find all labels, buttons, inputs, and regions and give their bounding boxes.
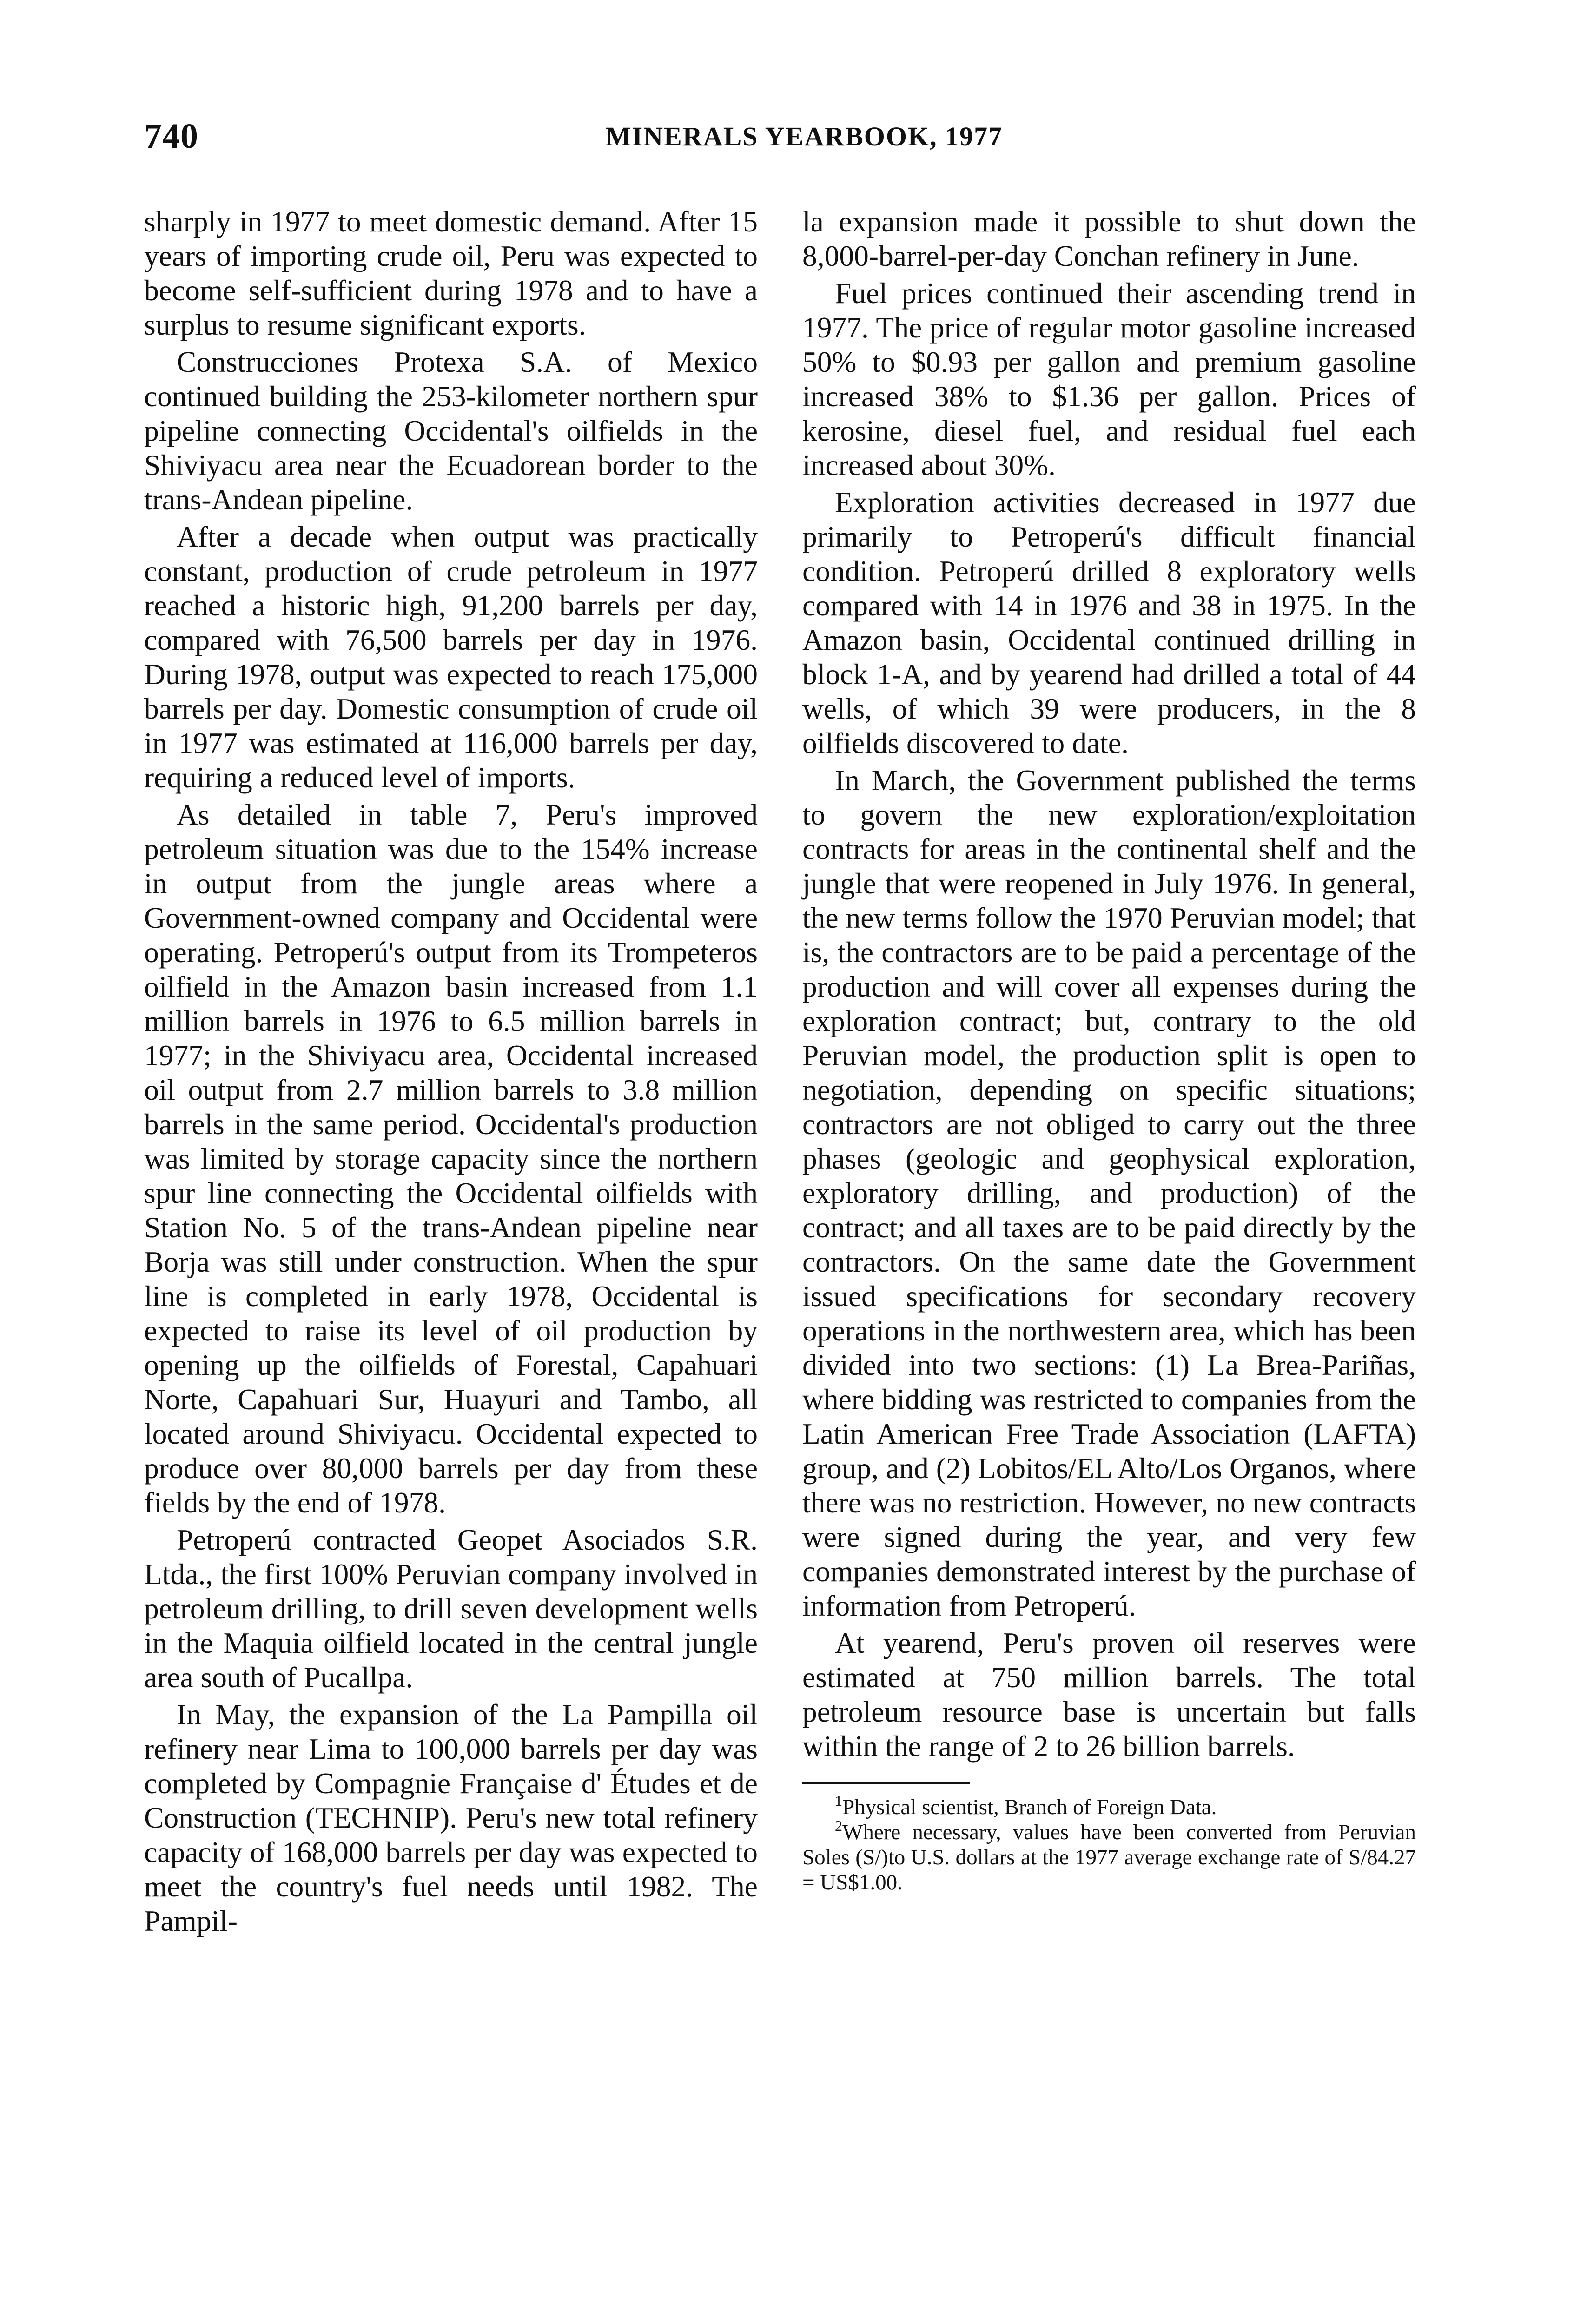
paragraph: After a decade when output was practically constant, production of crude petroleum in 1977 reached a historic high, 91,200 barrels per day, compared with 76,500 barrels per day in 1976. During 1978, output was expected to reach 175,000 barrels per day. Domestic consumption of crude oil in 1977 was estimated at 116,000 barrels per day, requiring a reduced level of imports. (144, 520, 758, 794)
paragraph: At yearend, Peru's proven oil reserves were estimated at 750 million barrels. The total petroleum resource base is uncertain but falls within the range of 2 to 26 billion barrels. (802, 1626, 1416, 1763)
footnote-text: Where necessary, values have been converted from Peruvian Soles (S/)to U.S. dollars at the 1977 average exchange rate of S/84.27 = US$1.00. (802, 1820, 1416, 1895)
footnote-divider (802, 1782, 970, 1784)
page-number: 740 (144, 117, 198, 156)
paragraph: In May, the expansion of the La Pampilla oil refinery near Lima to 100,000 barrels per day was completed by Compagnie Française d' Études et de Construction (TECHNIP). Peru's new total refinery capacity of 168,000 barrels per day was expected to meet the country's fuel needs until 1982. The Pampil- (144, 1698, 758, 1937)
footnote-1 (802, 1792, 1416, 1820)
left-column (144, 205, 758, 1938)
paragraph: Construcciones Protexa S.A. of Mexico continued building the 253-kilometer northern spur pipeline connecting Occidental's oilfields in the Shiviyacu area near the Ecuadorean border to the trans-Andean pipeline. (144, 345, 758, 516)
paragraph: Petroperú contracted Geopet Asociados S.R. Ltda., the first 100% Peruvian company involved in petroleum drilling, to drill seven development wells in the Maquia oilfield located in the central jungle area south of Pucallpa. (144, 1523, 758, 1694)
paragraph: In March, the Government published the terms to govern the new exploration/exploitation contracts for areas in the continental shelf and the jungle that were reopened in July 1976. In general, the new terms follow the 1970 Peruvian model; that is, the contractors are to be paid a percentage of the production and will cover all expenses during the exploration contract; but, contrary to the old Peruvian model, the production split is open to negotiation, depending on specific situations; contractors are not obliged to carry out the three phases (geologic and geophysical exploration, exploratory drilling, and production) of the contract; and all taxes are to be paid directly by the contractors. On the same date the Government issued specifications for secondary recovery operations in the northwestern area, which has been divided into two sections: (1) La Brea-Pariñas, where bidding was restricted to companies from the Latin American Free Trade Association (LAFTA) group, and (2) Lobitos/EL Alto/Los Organos, where there was no restriction. However, no new contracts were signed during the year, and very few companies demonstrated interest by the purchase of information from Petroperú. (802, 764, 1416, 1622)
paragraph: sharply in 1977 to meet domestic demand. After 15 years of importing crude oil, Peru was expected to become self-sufficient during 1978 and to have a surplus to resume significant exports. (144, 205, 758, 341)
paragraph: As detailed in table 7, Peru's improved petroleum situation was due to the 154% increase in output from the jungle areas where a Government-owned company and Occidental were operating. Petroperú's output from its Trompeteros oilfield in the Amazon basin increased from 1.1 million barrels in 1976 to 6.5 million barrels in 1977; in the Shiviyacu area, Occidental increased oil output from 2.7 million barrels to 3.8 million barrels in the same period. Occidental's production was limited by storage capacity since the northern spur line connecting the Occidental oilfields with Station No. 5 of the trans-Andean pipeline near Borja was still under construction. When the spur line is completed in early 1978, Occidental is expected to raise its level of oil production by opening up the oilfields of Forestal, Capahuari Norte, Capahuari Sur, Huayuri and Tambo, all located around Shiviyacu. Occidental expected to produce over 80,000 barrels per day from these fields by the end of 1978. (144, 798, 758, 1519)
paragraph: la expansion made it possible to shut down the 8,000-barrel-per-day Conchan refinery in June. (802, 205, 1416, 272)
footnote-mark: 2 (835, 1817, 842, 1834)
footnote-mark: 1 (835, 1792, 842, 1809)
page-header (144, 116, 1464, 167)
footnote-text: Physical scientist, Branch of Foreign Data. (842, 1795, 1217, 1819)
running-title: MINERALS YEARBOOK, 1977 (605, 121, 1003, 152)
footnotes (802, 1792, 1416, 1895)
paragraph: Fuel prices continued their ascending trend in 1977. The price of regular motor gasoline increased 50% to $0.93 per gallon and premium gasoline increased 38% to $1.36 per gallon. Prices of kerosine, diesel fuel, and residual fuel each increased about 30%. (802, 277, 1416, 482)
right-column (802, 205, 1416, 1895)
paragraph: Exploration activities decreased in 1977 due primarily to Petroperú's difficult financial condition. Petroperú drilled 8 exploratory wells compared with 14 in 1976 and 38 in 1975. In the Amazon basin, Occidental continued drilling in block 1-A, and by yearend had drilled a total of 44 wells, of which 39 were producers, in the 8 oilfields discovered to date. (802, 486, 1416, 759)
footnote-2 (802, 1817, 1416, 1895)
